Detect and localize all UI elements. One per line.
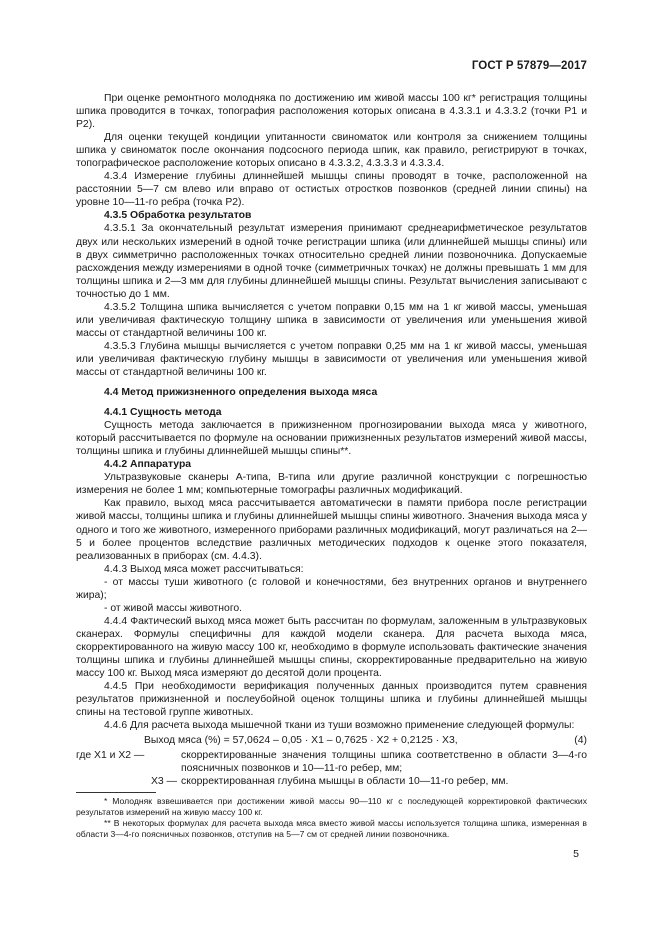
- paragraph: 4.3.5.2 Толщина шпика вычисляется с учетом поправки 0,15 мм на 1 кг живой массы, уменьшая или увеличивая фактическую толщину шпика в зависимости от увеличения или уменьшения живой массы от стандартной величины 100 кг.: [76, 301, 587, 339]
- section-heading: 4.4.1 Сущность метода: [104, 407, 222, 419]
- paragraph: Сущность метода заключается в прижизненном прогнозировании выхода мяса у животного, который рассчитывается по формуле на основании прижизненных результатов измерений живой массы, толщины шпика и глубины длиннейшей мышцы спины**.: [76, 420, 587, 458]
- paragraph: 4.4.3 Выход мяса может рассчитываться:: [104, 563, 304, 575]
- paragraph: 4.3.4 Измерение глубины длиннейшей мышцы спины проводят в точке, расположенной на расстоянии 5—7 см влево или вправо от остистых отростков позвонков (средней линии спины) на уровне 10—11-го ребра (точка Р2).: [76, 171, 587, 209]
- paragraph: 4.4.6 Для расчета выхода мышечной ткани из туши возможно применение следующей формулы:: [104, 720, 575, 732]
- footnote: * Молодняк взвешивается при достижении живой массы 90—110 кг с последующей корректировкой фактических результатов измерений на живую массу 100 кг.: [76, 796, 587, 818]
- paragraph: 4.4.4 Фактический выход мяса может быть рассчитан по формулам, заложенным в ультразвуковых сканерах. Формулы специфичны для каждой модели сканера. Для расчета выхода мяса, скорректированного на живую массу 100 кг, необходимо в формуле использовать фактические значения толщины шпика и глубины длиннейшей мышцы спины, скорректированные предварительно на живую массу 100 кг. Выход мяса измеряют до десятой доли процента.: [76, 615, 587, 680]
- list-item: - от массы туши животного (с головой и конечностями, без внутренних органов и внутреннего жира);: [76, 576, 587, 601]
- where-clause: [76, 775, 587, 788]
- paragraph: Как правило, выход мяса рассчитывается автоматически в памяти прибора после регистрации живой массы, толщины шпика и глубины длиннейшей мышцы спины животного. Значения выхода мяса у одного и того же животного, измеренного приборами различных модификаций, могут различаться на 2—5 и более процентов вследствие различных методических подходов к оценке этого показателя, реализованных в приборах (см. 4.4.3).: [76, 498, 587, 562]
- list-item: - от живой массы животного.: [104, 602, 243, 614]
- formula-number: (4): [574, 735, 587, 747]
- where-term: где X1 и X2 —: [76, 750, 145, 762]
- paragraph: 4.3.5.3 Глубина мышцы вычисляется с учетом поправки 0,25 мм на 1 кг живой массы, уменьшая или увеличивая фактическую глубину мышцы в зависимости от увеличения или уменьшения живой массы от стандартной величины 100 кг.: [76, 340, 587, 378]
- page-number: 5: [573, 848, 579, 860]
- paragraph: При оценке ремонтного молодняка по достижению им живой массы 100 кг* регистрация толщины шпика проводится в точках, топография расположения которых описана в 4.3.3.1 и 4.3.3.2 (точки Р1 и Р2).: [76, 93, 587, 131]
- formula: [76, 734, 587, 747]
- where-term: X3 —: [151, 776, 177, 788]
- document-number: ГОСТ Р 57879—2017: [471, 60, 587, 72]
- section-heading: 4.4 Метод прижизненного определения выхода мяса: [104, 387, 378, 399]
- document-body: [76, 92, 587, 840]
- where-description: скорректированная глубина мышцы в области 10—11-го ребер, мм.: [181, 776, 509, 788]
- where-description: скорректированные значения толщины шпика соответственно в области 3—4-го поясничных позвонков и 10—11-го ребер, мм;: [181, 750, 587, 775]
- paragraph: 4.4.5 При необходимости верификация полученных данных производится путем сравнения результатов прижизненной и послеубойной оценок толщины шпика и глубины длиннейшей мышцы спины на тестовой группе животных.: [76, 681, 587, 719]
- footnote-divider: [76, 792, 156, 793]
- formula-text: Выход мяса (%) = 57,0624 – 0,05 · X1 – 0,7625 · X2 + 0,2125 · X3,: [144, 735, 458, 747]
- paragraph: 4.3.5.1 За окончательный результат измерения принимают среднеарифметическое результатов двух или нескольких измерений в одной точке регистрации шпика (или длиннейшей мышцы спины) или в двух симметрично расположенных точках относительно средней линии позвоночника. Допускаемые расхождения между измерениями в одной точке (симметричных точках) не должны превышать 1 мм для толщины шпика и 2—3 мм для глубины длиннейшей мышцы спины. Результат вычисления записывают с точностью до 1 мм.: [76, 223, 587, 300]
- footnote: ** В некоторых формулах для расчета выхода мяса вместо живой массы используется толщина шпика, измеренная в области 3—4-го поясничных позвонков, отступив на 5—7 см от средней линии позвоночника.: [76, 818, 587, 840]
- section-heading: 4.4.2 Аппаратура: [104, 459, 192, 471]
- paragraph: Для оценки текущей кондиции упитанности свиноматок или контроля за снижением толщины шпика у свиноматок после окончания подсосного периода шпик, как правило, регистрируют в точках, топографическое расположение которых описано в 4.3.3.2, 4.3.3.3 и 4.3.3.4.: [76, 132, 587, 170]
- paragraph: Ультразвуковые сканеры А-типа, В-типа или другие различной конструкции с погрешностью измерения не более 1 мм; компьютерные томографы различных модификаций.: [76, 472, 587, 497]
- where-clause: [76, 749, 587, 775]
- section-heading: 4.3.5 Обработка результатов: [104, 210, 252, 222]
